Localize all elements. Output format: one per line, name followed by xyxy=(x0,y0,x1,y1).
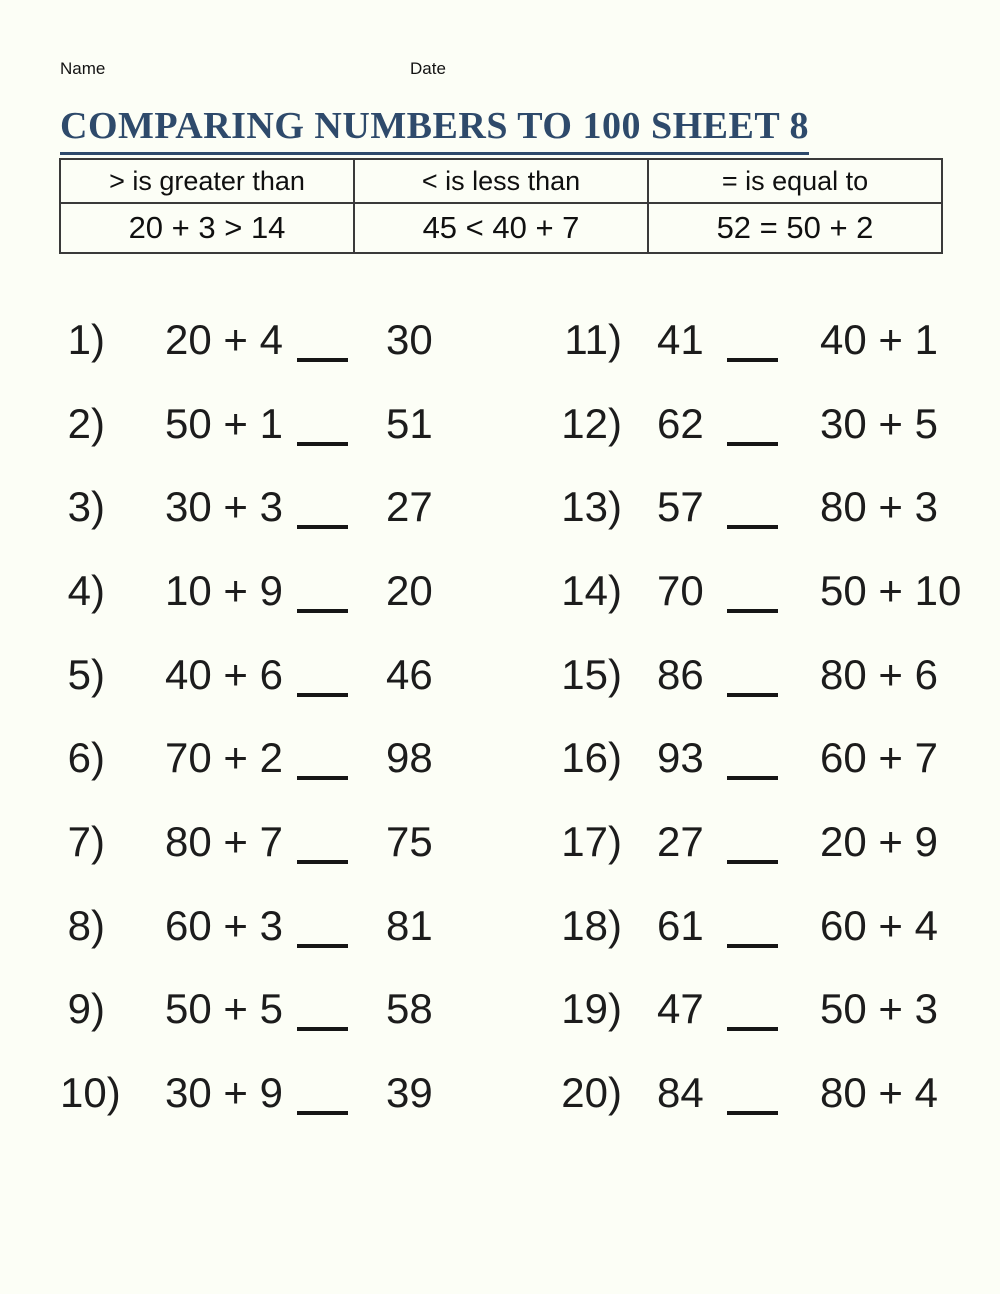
problem-number: 12) xyxy=(561,399,622,447)
problem-number: 1) xyxy=(67,315,105,363)
problem-row-1 xyxy=(60,298,433,382)
problem-lhs: 41 xyxy=(657,315,704,363)
problem-row-2 xyxy=(60,382,433,466)
problem-rhs: 60 + 4 xyxy=(820,901,938,949)
problem-lhs: 30 + 3 xyxy=(165,483,283,531)
problem-number: 15) xyxy=(561,650,622,698)
problem-row-5 xyxy=(60,633,433,717)
problem-rhs: 75 xyxy=(386,817,433,865)
problem-rhs: 80 + 6 xyxy=(820,650,938,698)
answer-blank[interactable] xyxy=(297,1027,348,1031)
legend-header-less-than: < is less than xyxy=(354,159,648,203)
problem-number: 4) xyxy=(67,566,105,614)
problem-number: 3) xyxy=(67,483,105,531)
answer-blank[interactable] xyxy=(727,860,778,864)
problem-row-9 xyxy=(60,968,433,1052)
problem-lhs: 50 + 1 xyxy=(165,399,283,447)
problem-lhs: 27 xyxy=(657,817,704,865)
problem-number: 17) xyxy=(561,817,622,865)
problem-rhs: 20 + 9 xyxy=(820,817,938,865)
problem-number: 18) xyxy=(561,901,622,949)
problem-lhs: 70 xyxy=(657,566,704,614)
problem-rhs: 81 xyxy=(386,901,433,949)
answer-blank[interactable] xyxy=(727,944,778,948)
problem-row-8 xyxy=(60,884,433,968)
problem-rhs: 30 xyxy=(386,315,433,363)
problem-rhs: 46 xyxy=(386,650,433,698)
problem-row-7 xyxy=(60,800,433,884)
legend-example-less-than: 45 < 40 + 7 xyxy=(354,203,648,253)
date-label: Date xyxy=(410,59,446,78)
answer-blank[interactable] xyxy=(297,609,348,613)
answer-blank[interactable] xyxy=(727,776,778,780)
problem-lhs: 80 + 7 xyxy=(165,817,283,865)
problem-lhs: 62 xyxy=(657,399,704,447)
page-title: COMPARING NUMBERS TO 100 SHEET 8 xyxy=(60,104,809,155)
answer-blank[interactable] xyxy=(727,693,778,697)
problem-number: 13) xyxy=(561,483,622,531)
legend-header-equal-to: = is equal to xyxy=(648,159,942,203)
problem-lhs: 47 xyxy=(657,985,704,1033)
problem-number: 9) xyxy=(67,985,105,1033)
legend-example-row xyxy=(60,203,942,253)
problem-rhs: 50 + 10 xyxy=(820,566,962,614)
answer-blank[interactable] xyxy=(727,609,778,613)
problem-number: 16) xyxy=(561,734,622,782)
problem-number: 10) xyxy=(60,1069,121,1117)
legend-table xyxy=(59,158,943,254)
problem-lhs: 40 + 6 xyxy=(165,650,283,698)
problem-lhs: 84 xyxy=(657,1069,704,1117)
problem-rhs: 60 + 7 xyxy=(820,734,938,782)
problems-column-left xyxy=(60,298,433,1135)
problem-row-6 xyxy=(60,716,433,800)
problem-row-14 xyxy=(561,549,961,633)
problem-lhs: 10 + 9 xyxy=(165,566,283,614)
problem-lhs: 93 xyxy=(657,734,704,782)
answer-blank[interactable] xyxy=(297,525,348,529)
legend-example-greater-than: 20 + 3 > 14 xyxy=(60,203,354,253)
problem-row-15 xyxy=(561,633,961,717)
answer-blank[interactable] xyxy=(297,944,348,948)
problem-lhs: 60 + 3 xyxy=(165,901,283,949)
problem-lhs: 86 xyxy=(657,650,704,698)
problem-row-16 xyxy=(561,716,961,800)
answer-blank[interactable] xyxy=(297,1111,348,1115)
problem-lhs: 61 xyxy=(657,901,704,949)
problem-rhs: 39 xyxy=(386,1069,433,1117)
problem-rhs: 20 xyxy=(386,566,433,614)
answer-blank[interactable] xyxy=(727,1111,778,1115)
answer-blank[interactable] xyxy=(297,860,348,864)
problems-section xyxy=(0,298,1000,1138)
problem-lhs: 57 xyxy=(657,483,704,531)
answer-blank[interactable] xyxy=(727,442,778,446)
problem-number: 20) xyxy=(561,1069,622,1117)
problem-rhs: 58 xyxy=(386,985,433,1033)
problem-lhs: 50 + 5 xyxy=(165,985,283,1033)
problem-row-19 xyxy=(561,968,961,1052)
problem-row-11 xyxy=(561,298,961,382)
problem-number: 2) xyxy=(67,399,105,447)
problem-rhs: 27 xyxy=(386,483,433,531)
problem-row-3 xyxy=(60,465,433,549)
legend-header-row xyxy=(60,159,942,203)
problem-number: 7) xyxy=(67,817,105,865)
legend-header-greater-than: > is greater than xyxy=(60,159,354,203)
problem-row-17 xyxy=(561,800,961,884)
problem-rhs: 30 + 5 xyxy=(820,399,938,447)
problem-lhs: 20 + 4 xyxy=(165,315,283,363)
problem-row-4 xyxy=(60,549,433,633)
problem-number: 6) xyxy=(67,734,105,782)
problem-rhs: 40 + 1 xyxy=(820,315,938,363)
problem-row-13 xyxy=(561,465,961,549)
problem-rhs: 50 + 3 xyxy=(820,985,938,1033)
problem-number: 19) xyxy=(561,985,622,1033)
problem-rhs: 80 + 4 xyxy=(820,1069,938,1117)
problem-rhs: 98 xyxy=(386,734,433,782)
problem-number: 14) xyxy=(561,566,622,614)
name-label: Name xyxy=(60,59,106,78)
answer-blank[interactable] xyxy=(727,525,778,529)
problem-rhs: 80 + 3 xyxy=(820,483,938,531)
answer-blank[interactable] xyxy=(727,1027,778,1031)
problem-row-20 xyxy=(561,1051,961,1135)
problem-number: 11) xyxy=(564,315,622,363)
problem-rhs: 51 xyxy=(386,399,433,447)
answer-blank[interactable] xyxy=(297,693,348,697)
answer-blank[interactable] xyxy=(297,358,348,362)
problem-number: 5) xyxy=(67,650,105,698)
answer-blank[interactable] xyxy=(297,442,348,446)
answer-blank[interactable] xyxy=(297,776,348,780)
problem-lhs: 30 + 9 xyxy=(165,1069,283,1117)
answer-blank[interactable] xyxy=(727,358,778,362)
problem-row-10 xyxy=(60,1051,433,1135)
problems-column-right xyxy=(561,298,961,1135)
problem-lhs: 70 + 2 xyxy=(165,734,283,782)
problem-number: 8) xyxy=(67,901,105,949)
legend-example-equal-to: 52 = 50 + 2 xyxy=(648,203,942,253)
problem-row-18 xyxy=(561,884,961,968)
problem-row-12 xyxy=(561,382,961,466)
